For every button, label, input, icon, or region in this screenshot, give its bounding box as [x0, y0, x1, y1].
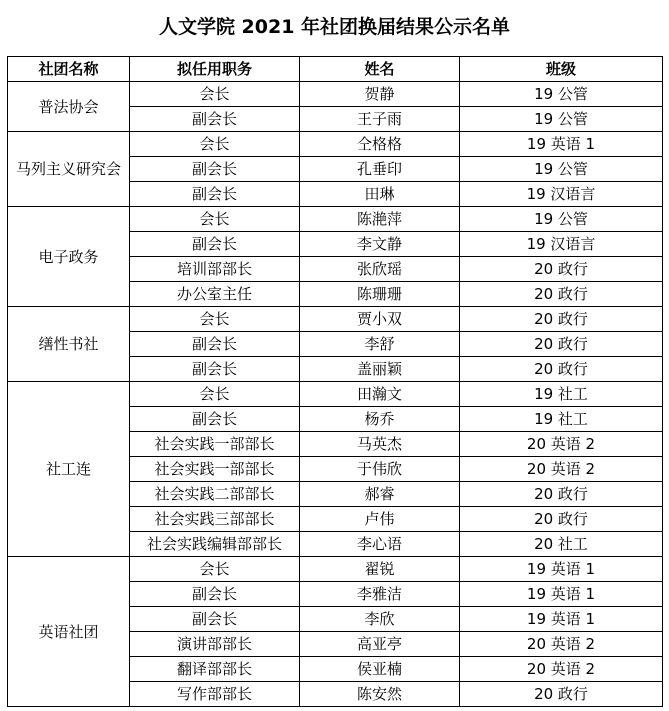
member-name-cell: 张欣瑶: [300, 257, 460, 282]
class-cell: 19 公管: [460, 207, 663, 232]
position-cell: 会长: [130, 557, 300, 582]
position-cell: 会长: [130, 82, 300, 107]
position-cell: 会长: [130, 132, 300, 157]
position-cell: 会长: [130, 207, 300, 232]
class-cell: 20 英语 2: [460, 657, 663, 682]
position-cell: 演讲部部长: [130, 632, 300, 657]
class-cell: 19 英语 1: [460, 582, 663, 607]
class-cell: 19 公管: [460, 157, 663, 182]
member-name-cell: 李舒: [300, 332, 460, 357]
member-name-cell: 孔垂印: [300, 157, 460, 182]
document-title: 人文学院 2021 年社团换届结果公示名单: [158, 16, 511, 38]
position-cell: 会长: [130, 382, 300, 407]
position-cell: 社会实践编辑部部长: [130, 532, 300, 557]
club-name-cell: 社工连: [8, 382, 130, 557]
header-class: 班级: [460, 57, 663, 82]
table-row: [8, 382, 663, 407]
position-cell: 培训部部长: [130, 257, 300, 282]
member-name-cell: 郝睿: [300, 482, 460, 507]
class-cell: 20 政行: [460, 357, 663, 382]
member-name-cell: 于伟欣: [300, 457, 460, 482]
position-cell: 社会实践二部部长: [130, 482, 300, 507]
position-cell: 社会实践一部部长: [130, 457, 300, 482]
position-cell: 副会长: [130, 107, 300, 132]
class-cell: 19 公管: [460, 107, 663, 132]
member-name-cell: 陈滟萍: [300, 207, 460, 232]
member-name-cell: 李文静: [300, 232, 460, 257]
member-name-cell: 马英杰: [300, 432, 460, 457]
position-cell: 副会长: [130, 332, 300, 357]
class-cell: 19 社工: [460, 407, 663, 432]
position-cell: 社会实践一部部长: [130, 432, 300, 457]
member-name-cell: 陈珊珊: [300, 282, 460, 307]
class-cell: 20 社工: [460, 532, 663, 557]
member-name-cell: 杨乔: [300, 407, 460, 432]
club-name-cell: 电子政务: [8, 207, 130, 307]
member-name-cell: 侯亚楠: [300, 657, 460, 682]
member-name-cell: 田瀚文: [300, 382, 460, 407]
member-name-cell: 盖丽颖: [300, 357, 460, 382]
position-cell: 副会长: [130, 582, 300, 607]
member-name-cell: 贺静: [300, 82, 460, 107]
table-row: [8, 82, 663, 107]
class-cell: 19 英语 1: [460, 607, 663, 632]
class-cell: 19 汉语言: [460, 232, 663, 257]
class-cell: 19 汉语言: [460, 182, 663, 207]
table-row: [8, 132, 663, 157]
class-cell: 20 政行: [460, 682, 663, 707]
member-name-cell: 李欣: [300, 607, 460, 632]
position-cell: 会长: [130, 307, 300, 332]
class-cell: 19 公管: [460, 82, 663, 107]
roster-body: [8, 82, 663, 707]
member-name-cell: 仝格格: [300, 132, 460, 157]
member-name-cell: 王子雨: [300, 107, 460, 132]
class-cell: 20 英语 2: [460, 432, 663, 457]
member-name-cell: 田琳: [300, 182, 460, 207]
table-row: [8, 307, 663, 332]
class-cell: 20 政行: [460, 507, 663, 532]
member-name-cell: 翟锐: [300, 557, 460, 582]
table-row: [8, 207, 663, 232]
roster-table: [7, 56, 663, 707]
position-cell: 副会长: [130, 407, 300, 432]
table-row: [8, 557, 663, 582]
class-cell: 19 社工: [460, 382, 663, 407]
position-cell: 副会长: [130, 607, 300, 632]
position-cell: 副会长: [130, 232, 300, 257]
class-cell: 20 政行: [460, 307, 663, 332]
header-row: [8, 57, 663, 82]
position-cell: 社会实践三部部长: [130, 507, 300, 532]
member-name-cell: 贾小双: [300, 307, 460, 332]
member-name-cell: 卢伟: [300, 507, 460, 532]
class-cell: 20 政行: [460, 257, 663, 282]
class-cell: 19 英语 1: [460, 557, 663, 582]
member-name-cell: 李雅洁: [300, 582, 460, 607]
header-club: 社团名称: [8, 57, 130, 82]
position-cell: 副会长: [130, 182, 300, 207]
member-name-cell: 陈安然: [300, 682, 460, 707]
position-cell: 写作部部长: [130, 682, 300, 707]
member-name-cell: 李心语: [300, 532, 460, 557]
club-name-cell: 普法协会: [8, 82, 130, 132]
class-cell: 19 英语 1: [460, 132, 663, 157]
position-cell: 翻译部部长: [130, 657, 300, 682]
class-cell: 20 政行: [460, 482, 663, 507]
header-name: 姓名: [300, 57, 460, 82]
position-cell: 副会长: [130, 357, 300, 382]
member-name-cell: 高亚亭: [300, 632, 460, 657]
club-name-cell: 英语社团: [8, 557, 130, 707]
class-cell: 20 英语 2: [460, 632, 663, 657]
position-cell: 办公室主任: [130, 282, 300, 307]
class-cell: 20 政行: [460, 282, 663, 307]
header-position: 拟任用职务: [130, 57, 300, 82]
position-cell: 副会长: [130, 157, 300, 182]
club-name-cell: 缮性书社: [8, 307, 130, 382]
club-name-cell: 马列主义研究会: [8, 132, 130, 207]
class-cell: 20 政行: [460, 332, 663, 357]
class-cell: 20 英语 2: [460, 457, 663, 482]
